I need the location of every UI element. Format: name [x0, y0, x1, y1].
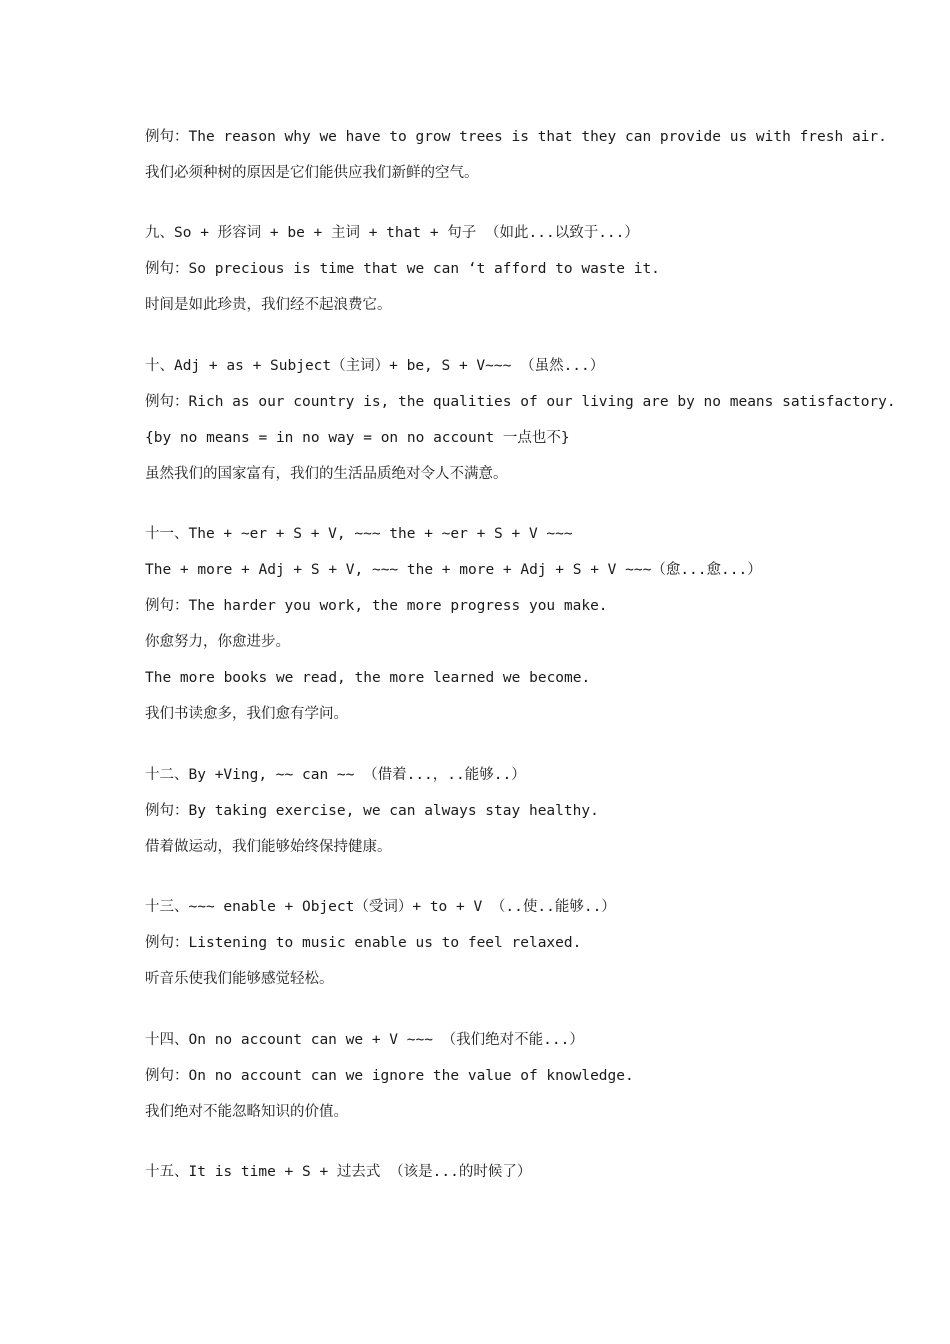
example-sentence: 例句：On no account can we ignore the value of knowledge.	[145, 1068, 634, 1084]
example-sentence: 例句：Rich as our country is, the qualities of our living are by no means satisfactory.	[145, 394, 896, 410]
translation: 时间是如此珍贵，我们经不起浪费它。	[145, 297, 392, 313]
pattern-heading-9: 九、So + 形容词 + be + 主词 + that + 句子 （如此...以致于...）	[145, 225, 639, 241]
translation: 我们必须种树的原因是它们能供应我们新鲜的空气。	[145, 165, 479, 181]
translation: 虽然我们的国家富有，我们的生活品质绝对令人不满意。	[145, 466, 508, 482]
example-sentence: 例句：By taking exercise, we can always stay healthy.	[145, 803, 599, 819]
example-sentence: 例句：The reason why we have to grow trees is that they can provide us with fresh air.	[145, 129, 887, 145]
example-sentence: 例句：Listening to music enable us to feel relaxed.	[145, 935, 582, 951]
pattern-heading-12: 十二、By +Ving, ~~ can ~~ （借着...，..能够..）	[145, 767, 526, 783]
pattern-heading-13: 十三、~~~ enable + Object（受词）+ to + V （..使..能够..）	[145, 899, 616, 915]
translation: 你愈努力，你愈进步。	[145, 634, 290, 650]
pattern-variant: The + more + Adj + S + V, ~~~ the + more + Adj + S + V ~~~（愈...愈...）	[145, 562, 762, 578]
pattern-heading-15: 十五、It is time + S + 过去式 （该是...的时候了）	[145, 1164, 532, 1180]
example-sentence: 例句：So precious is time that we can ‘t afford to waste it.	[145, 261, 660, 277]
pattern-heading-14: 十四、On no account can we + V ~~~ （我们绝对不能...）	[145, 1032, 584, 1048]
pattern-heading-10: 十、Adj + as + Subject（主词）+ be, S + V~~~ （虽然...）	[145, 358, 605, 374]
translation: 我们书读愈多，我们愈有学问。	[145, 706, 348, 722]
translation: 听音乐使我们能够感觉轻松。	[145, 971, 334, 987]
translation: 借着做运动，我们能够始终保持健康。	[145, 839, 392, 855]
example-sentence: The more books we read, the more learned we become.	[145, 670, 591, 686]
note: {by no means = in no way = on no account 一点也不}	[145, 430, 570, 446]
translation: 我们绝对不能忽略知识的价值。	[145, 1104, 348, 1120]
example-sentence: 例句：The harder you work, the more progress you make.	[145, 598, 608, 614]
pattern-heading-11: 十一、The + ~er + S + V, ~~~ the + ~er + S + V ~~~	[145, 526, 573, 542]
